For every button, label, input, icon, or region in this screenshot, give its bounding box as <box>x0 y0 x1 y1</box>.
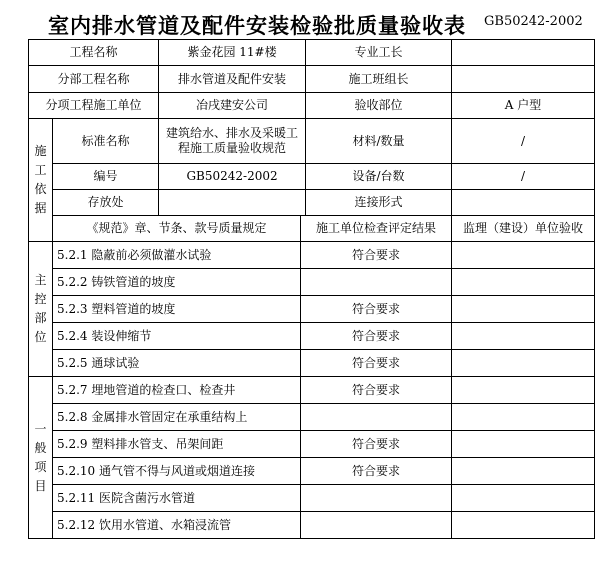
connection-value <box>452 190 595 216</box>
general-item-supervision <box>452 377 595 404</box>
connection-label: 连接形式 <box>306 190 452 216</box>
table-row <box>29 431 595 458</box>
table-row <box>29 512 595 539</box>
table-row <box>29 216 595 242</box>
foreman-value <box>452 40 595 66</box>
general-item-result: 符合要求 <box>301 377 452 404</box>
general-item-result: 符合要求 <box>301 458 452 485</box>
main-item-supervision <box>452 350 595 377</box>
team-label: 施工班组长 <box>306 66 452 93</box>
main-control-section-label: 主 控 部 位 <box>29 242 53 377</box>
foreman-label: 专业工长 <box>306 40 452 66</box>
supervision-header: 监理（建设）单位验收 <box>452 216 595 242</box>
table-row <box>29 377 595 404</box>
table-row <box>29 485 595 512</box>
general-item-text: 5.2.7 埋地管道的检查口、检查井 <box>53 377 301 404</box>
equipment-label: 设备/台数 <box>306 164 452 190</box>
main-item-text: 5.2.1 隐蔽前必须做灌水试验 <box>53 242 301 269</box>
main-item-text: 5.2.4 装设伸缩节 <box>53 323 301 350</box>
main-item-supervision <box>452 296 595 323</box>
table-row <box>29 323 595 350</box>
table-row <box>29 164 595 190</box>
table-row <box>29 40 595 66</box>
number-label: 编号 <box>53 164 159 190</box>
standard-code: GB50242-2002 <box>484 14 583 29</box>
subproject-label: 分部工程名称 <box>29 66 159 93</box>
construction-unit-label: 分项工程施工单位 <box>29 93 159 119</box>
basis-section-label: 施 工 依 据 <box>29 119 53 242</box>
spec-column-header: 《规范》章、节条、款号质量规定 <box>53 216 301 242</box>
general-item-supervision <box>452 485 595 512</box>
standard-name-value: 建筑给水、排水及采暖工程施工质量验收规范 <box>159 119 306 164</box>
project-name-label: 工程名称 <box>29 40 159 66</box>
main-item-text: 5.2.2 铸铁管道的坡度 <box>53 269 301 296</box>
standard-name-label: 标准名称 <box>53 119 159 164</box>
form-title: 室内排水管道及配件安装检验批质量验收表 <box>48 13 466 38</box>
construction-result-header: 施工单位检查评定结果 <box>301 216 452 242</box>
storage-label: 存放处 <box>53 190 159 216</box>
main-item-supervision <box>452 323 595 350</box>
general-item-supervision <box>452 458 595 485</box>
number-value: GB50242-2002 <box>159 164 306 190</box>
subproject-value: 排水管道及配件安装 <box>159 66 306 93</box>
material-label: 材料/数量 <box>306 119 452 164</box>
general-item-result <box>301 485 452 512</box>
table-row <box>29 350 595 377</box>
main-item-supervision <box>452 269 595 296</box>
table-row <box>29 242 595 269</box>
project-name-value: 紫金花园 11#楼 <box>159 40 306 66</box>
table-row <box>29 458 595 485</box>
table-row <box>29 269 595 296</box>
acceptance-part-value: A 户型 <box>452 93 595 119</box>
material-value: / <box>452 119 595 164</box>
construction-unit-value: 冶戌建安公司 <box>159 93 306 119</box>
general-item-supervision <box>452 404 595 431</box>
main-item-supervision <box>452 242 595 269</box>
table-row <box>29 404 595 431</box>
general-item-text: 5.2.11 医院含菌污水管道 <box>53 485 301 512</box>
main-item-result: 符合要求 <box>301 296 452 323</box>
table-row <box>29 93 595 119</box>
general-item-result: 符合要求 <box>301 431 452 458</box>
main-item-text: 5.2.3 塑料管道的坡度 <box>53 296 301 323</box>
team-value <box>452 66 595 93</box>
acceptance-part-label: 验收部位 <box>306 93 452 119</box>
main-item-result <box>301 269 452 296</box>
main-item-result: 符合要求 <box>301 350 452 377</box>
general-section-label: 一 般 项 目 <box>29 377 53 539</box>
storage-value <box>159 190 306 216</box>
inspection-table <box>28 39 595 539</box>
table-row <box>29 190 595 216</box>
general-item-text: 5.2.12 饮用水管道、水箱浸流管 <box>53 512 301 539</box>
main-item-result: 符合要求 <box>301 242 452 269</box>
equipment-value: / <box>452 164 595 190</box>
table-row <box>29 296 595 323</box>
general-item-text: 5.2.10 通气管不得与风道或烟道连接 <box>53 458 301 485</box>
table-row <box>29 119 595 164</box>
general-item-result <box>301 512 452 539</box>
main-item-result: 符合要求 <box>301 323 452 350</box>
table-row <box>29 66 595 93</box>
general-item-text: 5.2.8 金属排水管固定在承重结构上 <box>53 404 301 431</box>
general-item-supervision <box>452 512 595 539</box>
general-item-result <box>301 404 452 431</box>
main-item-text: 5.2.5 通球试验 <box>53 350 301 377</box>
general-item-text: 5.2.9 塑料排水管支、吊架间距 <box>53 431 301 458</box>
general-item-supervision <box>452 431 595 458</box>
